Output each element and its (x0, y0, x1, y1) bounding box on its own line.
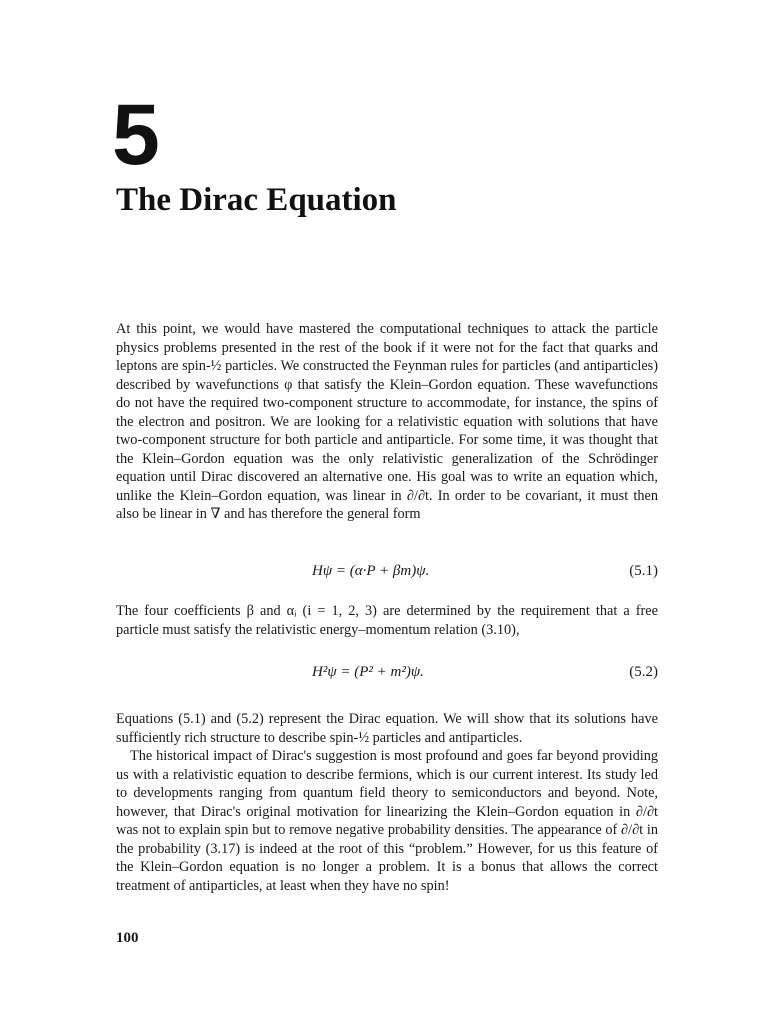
equation-5-1-body: Hψ = (α·P + βm)ψ. (312, 563, 430, 579)
chapter-title: The Dirac Equation (116, 182, 397, 218)
paragraph-coefficients: The four coefficients β and αᵢ (i = 1, 2, 3) are determined by the requirement that a free particle must satisfy the relativistic energy–momentum relation (3.10), (116, 603, 658, 638)
equation-5-2 (116, 664, 658, 688)
equation-5-2-number: (5.2) (629, 664, 658, 680)
paragraph-intro-block (116, 320, 658, 524)
paragraph-intro: At this point, we would have mastered the computational techniques to attack the particle physics problems presented in the rest of the book if it were not for the fact that quarks and leptons are spin-½ particles. We constructed the Feynman rules for particles (and antiparticles) described by wavefunctions φ that satisfy the Klein–Gordon equation. These wavefunctions do not have the required two-component structure to accommodate, for instance, the spins of the electron and positron. We are looking for a relativistic equation with solutions that have two-component structure for both particle and antiparticle. For some time, it was thought that the Klein–Gordon equation was the only relativistic generalization of the Schrödinger equation until Dirac discovered an alternative one. His goal was to write an equation which, unlike the Klein–Gordon equation, was linear in ∂/∂t. In order to be covariant, it must then also be linear in ∇ and has therefore the general form (116, 321, 658, 522)
equation-5-2-body: H²ψ = (P² + m²)ψ. (312, 664, 424, 680)
paragraph-coefficients-block (116, 602, 658, 639)
paragraph-conclusion-block (116, 710, 658, 895)
equation-5-1 (116, 563, 658, 587)
paragraph-historical-impact: The historical impact of Dirac's suggestion is most profound and goes far beyond providing us with a relativistic equation to describe fermions, which is our current interest. Its study led to developments ranging from quantum field theory to semiconductors and beyond. Note, however, that Dirac's original motivation for linearizing the Klein–Gordon equation in ∂/∂t was not to explain spin but to remove negative probability densities. The appearance of ∂/∂t in the probability (3.17) is indeed at the root of this “problem.” However, for us this feature of the Klein–Gordon equation is no longer a problem. It is a bonus that allows the correct treatment of antiparticles, at least when they have no spin! (116, 748, 658, 894)
paragraph-dirac-equation: Equations (5.1) and (5.2) represent the Dirac equation. We will show that its solutions have sufficiently rich structure to describe spin-½ particles and antiparticles. (116, 711, 658, 746)
equation-5-1-number: (5.1) (629, 563, 658, 579)
chapter-number: 5 (112, 87, 158, 183)
page-number: 100 (116, 930, 139, 946)
